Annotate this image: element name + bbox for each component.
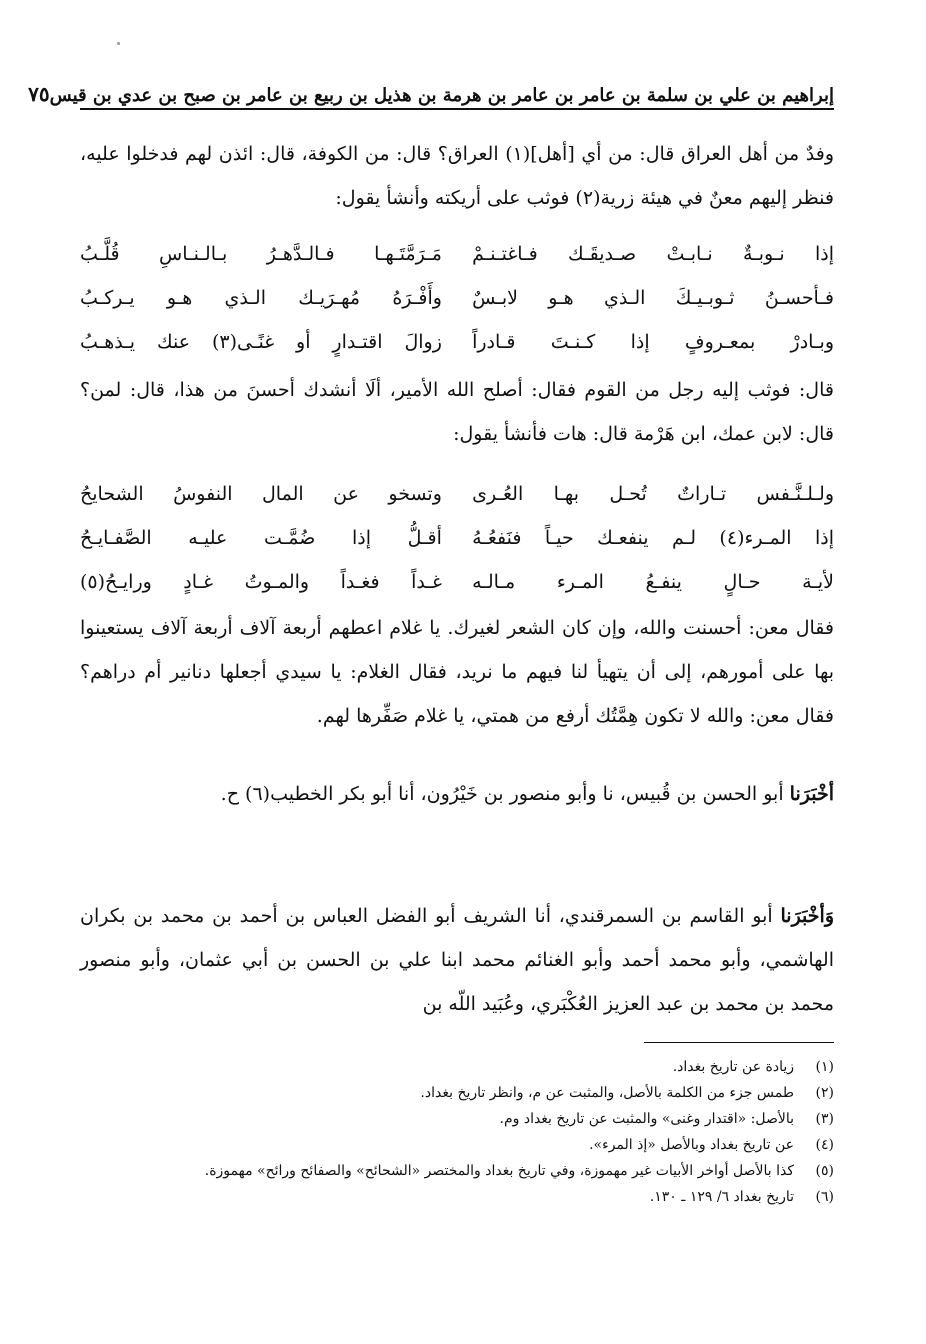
footnote-text: كذا بالأصل أواخر الأبيات غير مهموزة، وفي تاريخ بغداد والمختصر «الشحائح» والصفائح ورائح» مهموزة. (204, 1163, 794, 1179)
footnote (80, 1184, 834, 1210)
footnote (80, 1158, 834, 1184)
footnote (80, 1106, 834, 1132)
verse-line (80, 320, 834, 364)
paragraph-text (80, 894, 834, 1026)
isnad-text: أبو القاسم بن السمرقندي، أنا الشريف أبو الفضل العباس بن أحمد بن محمد بن بكران الهاشمي، وأبو محمد أحمد وأبو الغنائم محمد ابنا علي بن الحسن بن أبي عثمان، وأبو منصور محمد بن محمد بن عبد العزيز العُكْبَري، وعُبَيد اللّه بن (80, 905, 834, 1015)
poem-block-2 (80, 472, 834, 604)
verse-second-hemistich: غـداً فغـداً والمـوتُ غـادٍ ورايـحُ(٥) (80, 571, 442, 593)
footnote-number: (١) (815, 1059, 834, 1075)
footnote-text: طمس جزء من الكلمة بالأصل، والمثبت عن م، وانظر تاريخ بغداد. (420, 1085, 794, 1101)
footnote (80, 1132, 834, 1158)
verse-second-hemistich: وأَفْـرَهُ مُهـرَيـك الـذي هـو يـركـبُ (80, 287, 442, 309)
verse-second-hemistich: أقـلُّ إذا ضُمَّـت عليـه الصَّفـايـحُ (80, 527, 442, 549)
footnote-number: (٥) (815, 1163, 834, 1179)
verse-first-hemistich: فـأحسـنُ ثـوبـيـكَ الـذي هـو لابـسٌ (472, 287, 834, 309)
verse-line (80, 232, 834, 276)
isnad-lead-word: أخْبَرَنا (789, 783, 834, 805)
verse-second-hemistich: زوالَ اقتـدارٍ أو غنًـى(٣) عنك يـذهـبُ (80, 331, 442, 353)
footnote-number: (٤) (815, 1137, 834, 1153)
paragraph-5 (80, 894, 834, 1026)
paragraph-3 (80, 606, 834, 738)
verse-line (80, 516, 834, 560)
paragraph-1 (80, 132, 834, 220)
verse-line (80, 560, 834, 604)
verse-line (80, 276, 834, 320)
footnote-text: تاريخ بغداد ٦/ ١٢٩ ـ ١٣٠. (649, 1189, 794, 1205)
footnote-text: بالأصل: «اقتدار وغنى» والمثبت عن تاريخ بغداد وم. (499, 1111, 794, 1127)
footnote-rule (644, 1042, 834, 1043)
verse-first-hemistich: إذا نـوبـةٌ نـابـتْ صـديقَـك فـاغتـنـمْ (472, 243, 834, 265)
verse-line (80, 472, 834, 516)
paragraph-text: وفدٌ من أهل العراق قال: من أي [أهل](١) العراق؟ قال: من الكوفة، قال: ائذن لهم فدخلوا عليه، فنظر إليهم معنٌ في هيئة زرية(٢) فوثب على أريكته وأنشأ يقول: (80, 143, 834, 209)
verse-first-hemistich: ولـلـنَّـفس تـاراتٌ تُحـل بهـا العُـرى (472, 483, 834, 505)
page-number: ٧٥ (28, 82, 50, 106)
footnote (80, 1054, 834, 1080)
scan-speck (117, 42, 120, 45)
running-title: إبراهيم بن علي بن سلمة بن عامر بن عامر بن هرمة بن هذيل بن ربيع بن عامر بن صبح بن عدي بن قيس (49, 85, 834, 106)
paragraph-text (80, 772, 834, 816)
page-header (28, 72, 834, 106)
poem-block-1 (80, 232, 834, 364)
verse-second-hemistich: وتسخو عن المال النفوسُ الشحايحُ (80, 483, 442, 505)
footnote-text: عن تاريخ بغداد وبالأصل «إذ المرء». (589, 1137, 794, 1153)
isnad-text: أبو الحسن بن قُبيس، نا وأبو منصور بن خَيْرُون، أنا أبو بكر الخطيب(٦) ح. (220, 783, 790, 805)
verse-first-hemistich: وبـادرْ بمعـروفٍ إذا كـنـتَ قـادراً (472, 331, 834, 353)
footnote-number: (٣) (815, 1111, 834, 1127)
isnad-lead-word: وَأخْبَرَنا (780, 905, 834, 927)
verse-first-hemistich: لأيـة حـالٍ ينفـعُ المـرء مـالـه (472, 571, 834, 593)
header-rule (80, 108, 834, 110)
verse-second-hemistich: مَـرَمَّتَـهـا فـالـدَّهـرُ بـالـنـاسِ قُلَّـبُ (80, 243, 442, 265)
paragraph-2 (80, 368, 834, 456)
paragraph-text: قال: فوثب إليه رجل من القوم فقال: أصلح الله الأمير، ألَا أنشدك أحسنَ من هذا، قال: لمن؟ قال: لابن عمك، ابن هَرْمة قال: هات فأنشأ يقول: (80, 379, 834, 445)
verse-first-hemistich: إذا المـرء(٤) لـم ينفعـك حيـاً فنَفعُـهُ (472, 527, 834, 549)
footnote (80, 1080, 834, 1106)
paragraph-4 (80, 772, 834, 816)
footnotes (80, 1054, 834, 1210)
footnote-number: (٢) (815, 1085, 834, 1101)
footnote-number: (٦) (815, 1189, 834, 1205)
paragraph-text: فقال معن: أحسنت والله، وإن كان الشعر لغيرك. يا غلام اعطهم أربعة آلاف أربعة آلاف يستعينوا بها على أمورهم، إلى أن يتهيأ لنا فيهم ما نريد، فقال الغلام: يا سيدي أجعلها دنانير أم دراهم؟ فقال معن: والله لا تكون هِمَّتُك أرفع من همتي، يا غلام صَفِّرها لهم. (80, 617, 834, 727)
footnote-text: زيادة عن تاريخ بغداد. (672, 1059, 794, 1075)
